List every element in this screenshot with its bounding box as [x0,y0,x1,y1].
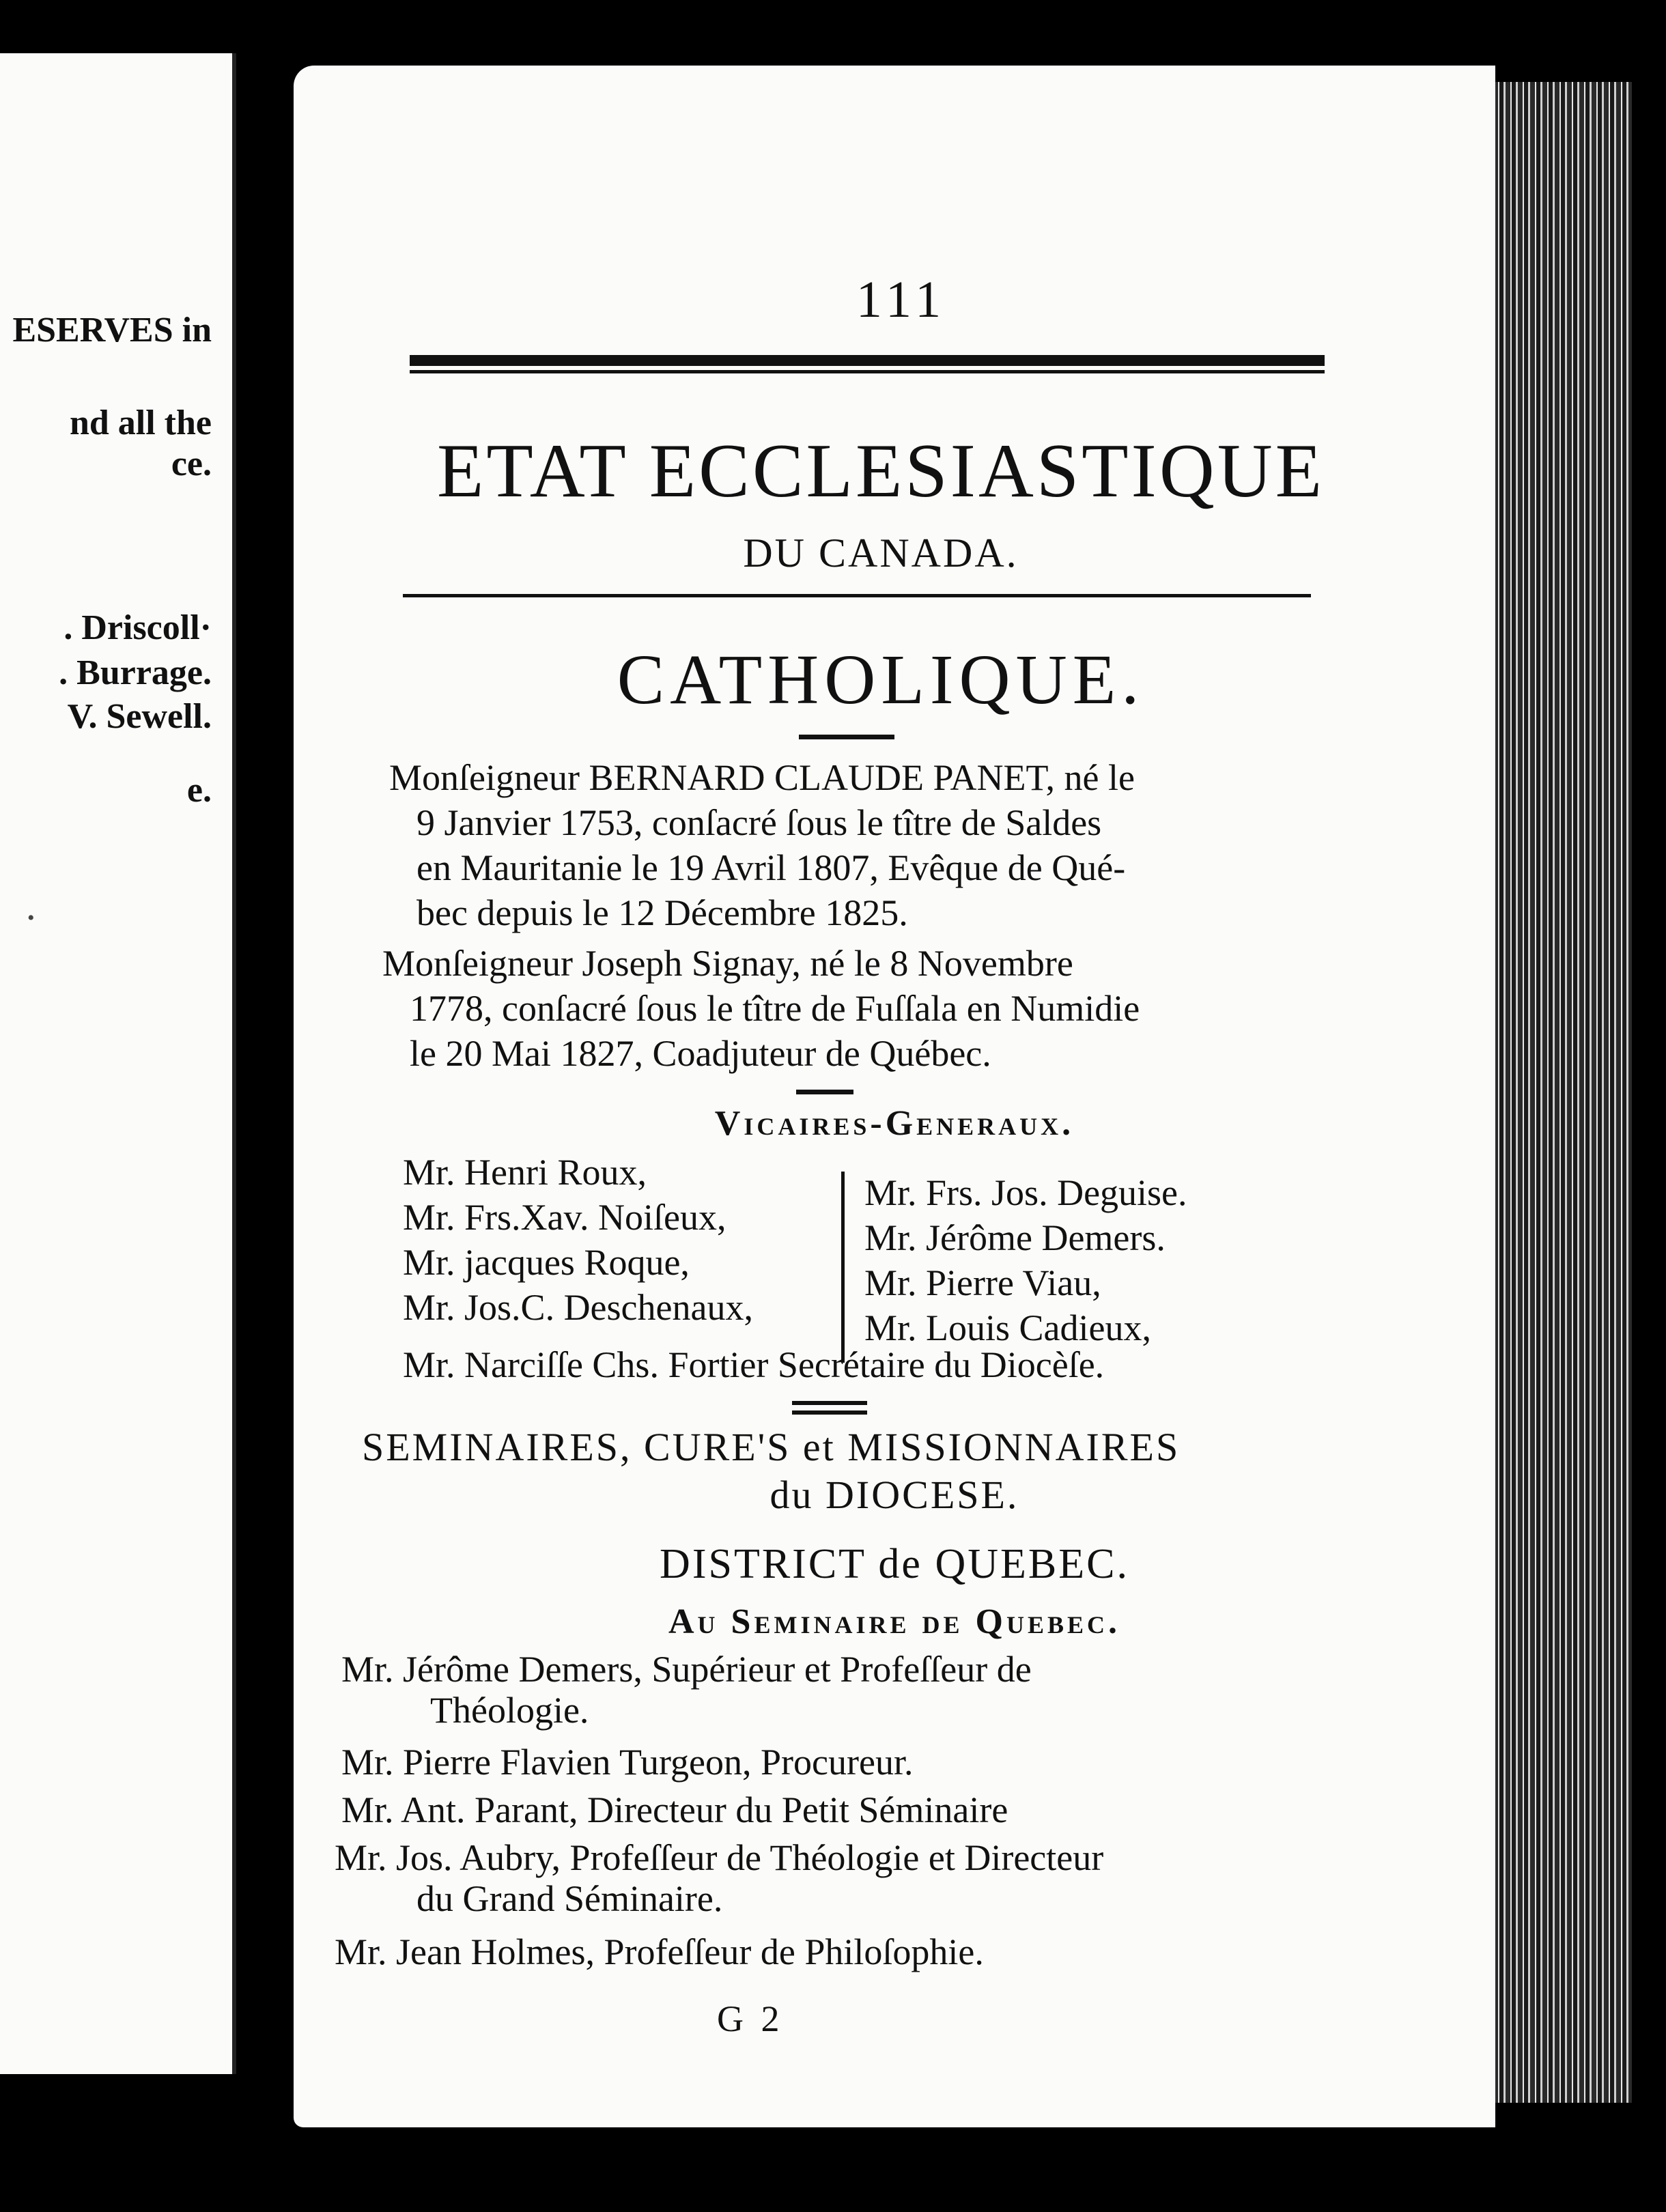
bishop-1-line-4: bec depuis le 12 Décembre 1825. [416,892,908,933]
double-rule-top [792,1401,867,1405]
left-line-7: e. [186,771,212,810]
vicaire-right-3: Mr. Pierre Viau, [864,1262,1101,1303]
book-gutter [236,0,291,2212]
bishop-1-line-1: Monſeigneur BERNARD CLAUDE PANET, né le [389,757,1135,798]
page-title: ETAT ECCLESIASTIQUE [436,429,1325,513]
vicaire-right-2: Mr. Jérôme Demers. [864,1217,1166,1258]
staff-line-7: Mr. Jean Holmes, Profeſſeur de Philoſophie. [335,1931,984,1972]
secretaire-line: Mr. Narciſſe Chs. Fortier Secrétaire du Diocèſe. [403,1344,1105,1385]
bishop-2-line-2: 1778, conſacré ſous le tître de Fuſſala en Numidie [410,988,1140,1029]
vicaire-right-4: Mr. Louis Cadieux, [864,1307,1151,1348]
short-rule-2 [796,1090,853,1094]
left-line-2: nd all the [69,403,212,442]
column-divider [841,1172,845,1363]
ink-speck: • [27,907,35,929]
staff-line-6: du Grand Séminaire. [416,1878,723,1919]
vicaire-left-3: Mr. jacques Roque, [403,1242,690,1283]
double-rule-bottom [792,1410,867,1415]
bishop-1-line-2: 9 Janvier 1753, conſacré ſous le tître de Saldes [416,802,1102,843]
page-edges [1475,82,1632,2103]
vicaire-left-4: Mr. Jos.C. Deschenaux, [403,1287,753,1328]
top-thin-rule [410,370,1325,373]
bishop-2-line-3: le 20 Mai 1827, Coadjuteur de Québec. [410,1033,991,1074]
vicaire-right-1: Mr. Frs. Jos. Deguise. [864,1172,1187,1213]
staff-line-4: Mr. Ant. Parant, Directeur du Petit Séminaire [341,1789,1008,1830]
top-heavy-rule [410,355,1325,366]
staff-line-2: Théologie. [430,1690,589,1731]
left-page [0,53,236,2074]
signature-mark: G 2 [717,1998,784,2039]
left-line-5: . Burrage. [59,653,212,692]
district-heading: DISTRICT de QUEBEC. [660,1541,1129,1587]
short-rule-1 [799,735,894,739]
title-rule [403,594,1311,597]
left-line-3: ce. [171,444,212,483]
left-line-6: V. Sewell. [67,697,212,736]
vicaire-left-2: Mr. Frs.Xav. Noiſeux, [403,1197,726,1238]
bishop-1-line-3: en Mauritanie le 19 Avril 1807, Evêque de Qué- [416,847,1126,888]
staff-line-1: Mr. Jérôme Demers, Supérieur et Profeſſeur de [341,1649,1032,1690]
page-subtitle: DU CANADA. [743,530,1019,576]
right-page [294,66,1495,2127]
staff-line-5: Mr. Jos. Aubry, Profeſſeur de Théologie et Directeur [335,1837,1104,1878]
section-title: CATHOLIQUE. [617,640,1145,719]
seminaires-heading-1: SEMINAIRES, CURE'S et MISSIONNAIRES [362,1425,1181,1469]
vicaire-left-1: Mr. Henri Roux, [403,1152,647,1193]
left-line-1: ESERVES in [12,311,212,350]
vicaires-heading: Vicaires-Generaux. [714,1104,1075,1143]
page-number: 111 [856,271,947,328]
seminaire-heading: Au Seminaire de Quebec. [668,1602,1120,1641]
left-line-4: . Driscoll· [63,608,212,647]
seminaires-heading-2: du DIOCESE. [770,1473,1019,1517]
bishop-2-line-1: Monſeigneur Joseph Signay, né le 8 Novembre [382,943,1073,984]
staff-line-3: Mr. Pierre Flavien Turgeon, Procureur. [341,1742,914,1783]
